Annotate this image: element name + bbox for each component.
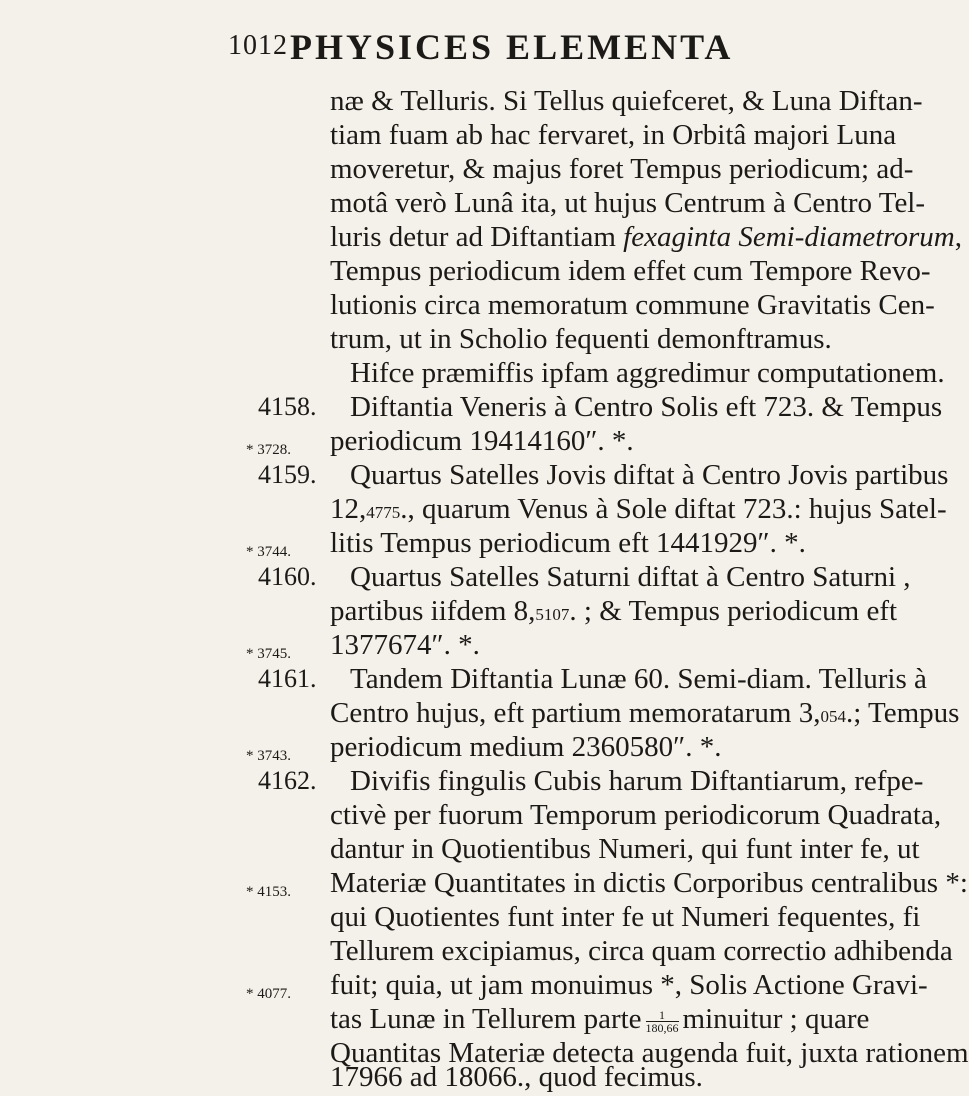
text-line: Tellurem excipiamus, circa quam correctio adhibenda <box>330 935 953 967</box>
text-line: dantur in Quotientibus Numeri, qui funt inter fe, ut <box>330 833 920 865</box>
text-line: Divifis fingulis Cubis harum Diftantiarum, refpe- <box>350 765 924 797</box>
text-line: tiam fuam ab hac fervaret, in Orbitâ majori Luna <box>330 119 897 151</box>
text-line: Tempus periodicum idem effet cum Tempore Revo- <box>330 255 931 287</box>
text-line: Diftantia Veneris à Centro Solis eft 723. & Tempus <box>350 391 943 423</box>
margin-note: * 4077. <box>246 986 291 1002</box>
page-number: 1012 <box>228 30 288 61</box>
text-line: Tandem Diftantia Lunæ 60. Semi-diam. Telluris à <box>350 663 927 695</box>
text-line: 12,4775., quarum Venus à Sole diftat 723.: hujus Satel- <box>330 493 947 525</box>
text-line: litis Tempus periodicum eft 1441929″. *. <box>330 527 806 559</box>
fraction <box>646 1009 679 1034</box>
paragraph-number: 4161. <box>258 664 317 693</box>
text-line: ctivè per fuorum Temporum periodicorum Quadrata, <box>330 799 942 831</box>
text-line: Quartus Satelles Saturni diftat à Centro Saturni , <box>350 561 911 593</box>
margin-note: * 3728. <box>246 442 291 458</box>
running-head: PHYSICES ELEMENTA <box>290 27 734 67</box>
text-line: lutionis circa memoratum commune Gravitatis Cen- <box>330 289 935 321</box>
text-line: luris detur ad Diftantiam fexaginta Semi-diametrorum, <box>330 221 962 253</box>
margin-note: * 3744. <box>246 544 291 560</box>
margin-note: * 3743. <box>246 748 291 764</box>
margin-note: * 3745. <box>246 646 291 662</box>
paragraph-number: 4162. <box>258 766 317 795</box>
text-line: Quartus Satelles Jovis diftat à Centro Jovis partibus <box>350 459 949 491</box>
paragraph-number: 4159. <box>258 460 317 489</box>
text-line: tas Lunæ in Tellurem parte $\frac{1}{180,66}$ minuitur ; quare <box>330 1003 870 1035</box>
text-line: partibus iifdem 8,5107. ; & Tempus periodicum eft <box>330 595 898 627</box>
text-line: periodicum medium 2360580″. *. <box>330 731 722 763</box>
text-line: trum, ut in Scholio fequenti demonftramus. <box>330 323 832 355</box>
paragraph-number: 4160. <box>258 562 317 591</box>
text-line: næ & Telluris. Si Tellus quiefceret, & Luna Diftan- <box>330 85 923 117</box>
small-digits: 5107 <box>535 605 570 624</box>
fraction-numerator: 1 <box>659 1007 666 1022</box>
text-line: 17966 ad 18066., quod fecimus. <box>330 1061 703 1093</box>
italic-phrase: fexaginta Semi-diametrorum <box>623 221 955 253</box>
text-line: qui Quotientes funt inter fe ut Numeri fequentes, fi <box>330 901 921 933</box>
text-line: Quantitas Materiæ detecta augenda fuit, juxta rationem <box>330 1037 969 1069</box>
text-line: Hifce præmiffis ipfam aggredimur computationem. <box>350 357 945 389</box>
margin-note: * 4153. <box>246 884 291 900</box>
text-line: motâ verò Lunâ ita, ut hujus Centrum à Centro Tel- <box>330 187 926 219</box>
text-line: periodicum 19414160″. *. <box>330 425 634 457</box>
text-line: fuit; quia, ut jam monuimus *, Solis Actione Gravi- <box>330 969 928 1001</box>
text-line: moveretur, & majus foret Tempus periodicum; ad- <box>330 153 914 185</box>
fraction-denominator: 180,66 <box>645 1020 679 1035</box>
paragraph-number: 4158. <box>258 392 317 421</box>
small-digits: 054 <box>820 707 846 726</box>
text-line: 1377674″. *. <box>330 629 480 661</box>
text-line: Materiæ Quantitates in dictis Corporibus centralibus *: <box>330 867 968 899</box>
small-digits: 4775 <box>366 503 401 522</box>
text-line: Centro hujus, eft partium memoratarum 3,054.; Tempus <box>330 697 960 729</box>
